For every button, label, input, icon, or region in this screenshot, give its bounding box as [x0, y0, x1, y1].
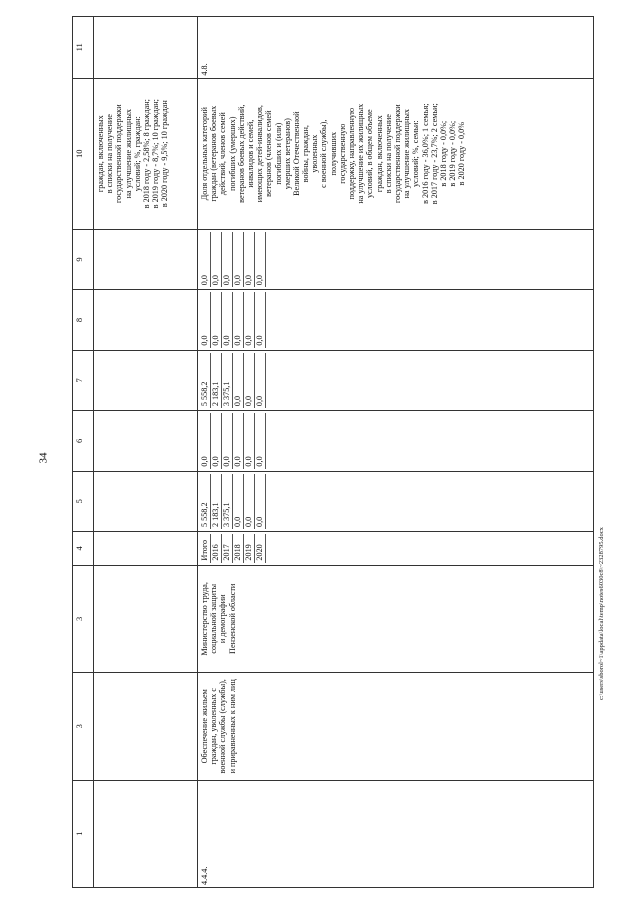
- value-cell: 0,0: [211, 232, 222, 287]
- header-cell: 1: [73, 780, 94, 887]
- year-cell: 2020: [255, 534, 266, 563]
- header-row: [73, 17, 94, 888]
- col5-values: [198, 471, 594, 531]
- value-cell: 0,0: [244, 232, 255, 287]
- value-cell: 0,0: [255, 232, 266, 287]
- header-cell: 7: [73, 350, 94, 410]
- header-cell: 6: [73, 411, 94, 471]
- value-cell: 0,0: [211, 292, 222, 347]
- table-row: [198, 17, 594, 888]
- year-cell: 2016: [211, 534, 222, 563]
- value-cell: 0,0: [244, 413, 255, 468]
- value-cell: 0,0: [244, 474, 255, 529]
- value-cell: 0,0: [222, 292, 233, 347]
- col9-values: [198, 229, 594, 289]
- row-number: 4.4.4.: [198, 780, 594, 887]
- continuation-row: [94, 17, 198, 888]
- col7-values: [198, 350, 594, 410]
- row-reference: 4.8.: [198, 17, 594, 79]
- value-cell: 0,0: [244, 353, 255, 408]
- value-cell: 0,0: [200, 413, 211, 468]
- header-cell: 9: [73, 229, 94, 289]
- value-cell: 0,0: [233, 232, 244, 287]
- header-cell: 8: [73, 290, 94, 350]
- value-cell: 3 375,1: [222, 353, 233, 408]
- value-cell: 0,0: [211, 413, 222, 468]
- row-indicator: Доля отдельных категорий граждан (ветеранов боевых действий, членов семей погибших (умерших) ветеранов боевых действий, инвалидов и семей, имеющих детей-инвалидов, ветеранов (членов семей погибших и (или) умерших ветеранов) Великой Отечественной войны, граждан, уволенных с военной службы), получивших государственную поддержку, направленную на улучшение их жилищных условий, в общем объеме граждан, включенных в списки на получение государственной поддержки на улучшение жилищных условий; %, семьи: в 2016 году - 36,0%; 1 семья; в 2017 году - 23,7%; 2 семьи; в 2018 году - 0,0%; в 2019 году - 0,0%; в 2020 году - 0,0%: [198, 78, 594, 229]
- year-cell: Итого: [200, 534, 211, 563]
- value-cell: 0,0: [233, 353, 244, 408]
- value-cell: 5 558,2: [200, 474, 211, 529]
- value-cell: 0,0: [200, 292, 211, 347]
- program-table: [72, 16, 594, 888]
- rotated-table-container: [72, 16, 610, 888]
- value-cell: 0,0: [222, 413, 233, 468]
- year-list: [198, 532, 594, 566]
- value-cell: 0,0: [255, 474, 266, 529]
- header-cell: 5: [73, 471, 94, 531]
- col6-values: [198, 411, 594, 471]
- value-cell: 0,0: [244, 292, 255, 347]
- header-cell: 3: [73, 565, 94, 672]
- year-cell: 2019: [244, 534, 255, 563]
- value-cell: 0,0: [255, 413, 266, 468]
- header-cell: 4: [73, 532, 94, 566]
- value-cell: 3 375,1: [222, 474, 233, 529]
- value-cell: 0,0: [233, 413, 244, 468]
- year-cell: 2018: [233, 534, 244, 563]
- value-cell: 0,0: [222, 232, 233, 287]
- value-cell: 2 183,1: [211, 474, 222, 529]
- indicator-continuation: граждан, включенных в списки на получение государственной поддержки на улучшение жилищных условий; %, граждан: в 2018 году - 2,58%; 8 граждан; в 2019 году - 8,7%; 10 граждан; в 2020 году - 9,5%; 10 граждан: [94, 78, 198, 229]
- value-cell: 0,0: [233, 474, 244, 529]
- header-cell: 3: [73, 673, 94, 780]
- value-cell: 5 558,2: [200, 353, 211, 408]
- page-number: 34: [37, 452, 50, 464]
- header-cell: 10: [73, 78, 94, 229]
- row-name: Обеспечение жильем граждан, уволенных с военной службы (службы), и приравненных к ним лиц: [198, 673, 594, 780]
- row-executor: Министерство труда, социальной защиты и демографии Пензенской области: [198, 565, 594, 672]
- value-cell: 0,0: [255, 353, 266, 408]
- year-cell: 2017: [222, 534, 233, 563]
- header-cell: 11: [73, 17, 94, 79]
- footer-file-path: c:\users\sborol~1\appdata\local\temp\notes6030c8\~2328795.docx: [598, 527, 605, 700]
- value-cell: 0,0: [233, 292, 244, 347]
- value-cell: 0,0: [200, 232, 211, 287]
- col8-values: [198, 290, 594, 350]
- value-cell: 0,0: [255, 292, 266, 347]
- value-cell: 2 183,1: [211, 353, 222, 408]
